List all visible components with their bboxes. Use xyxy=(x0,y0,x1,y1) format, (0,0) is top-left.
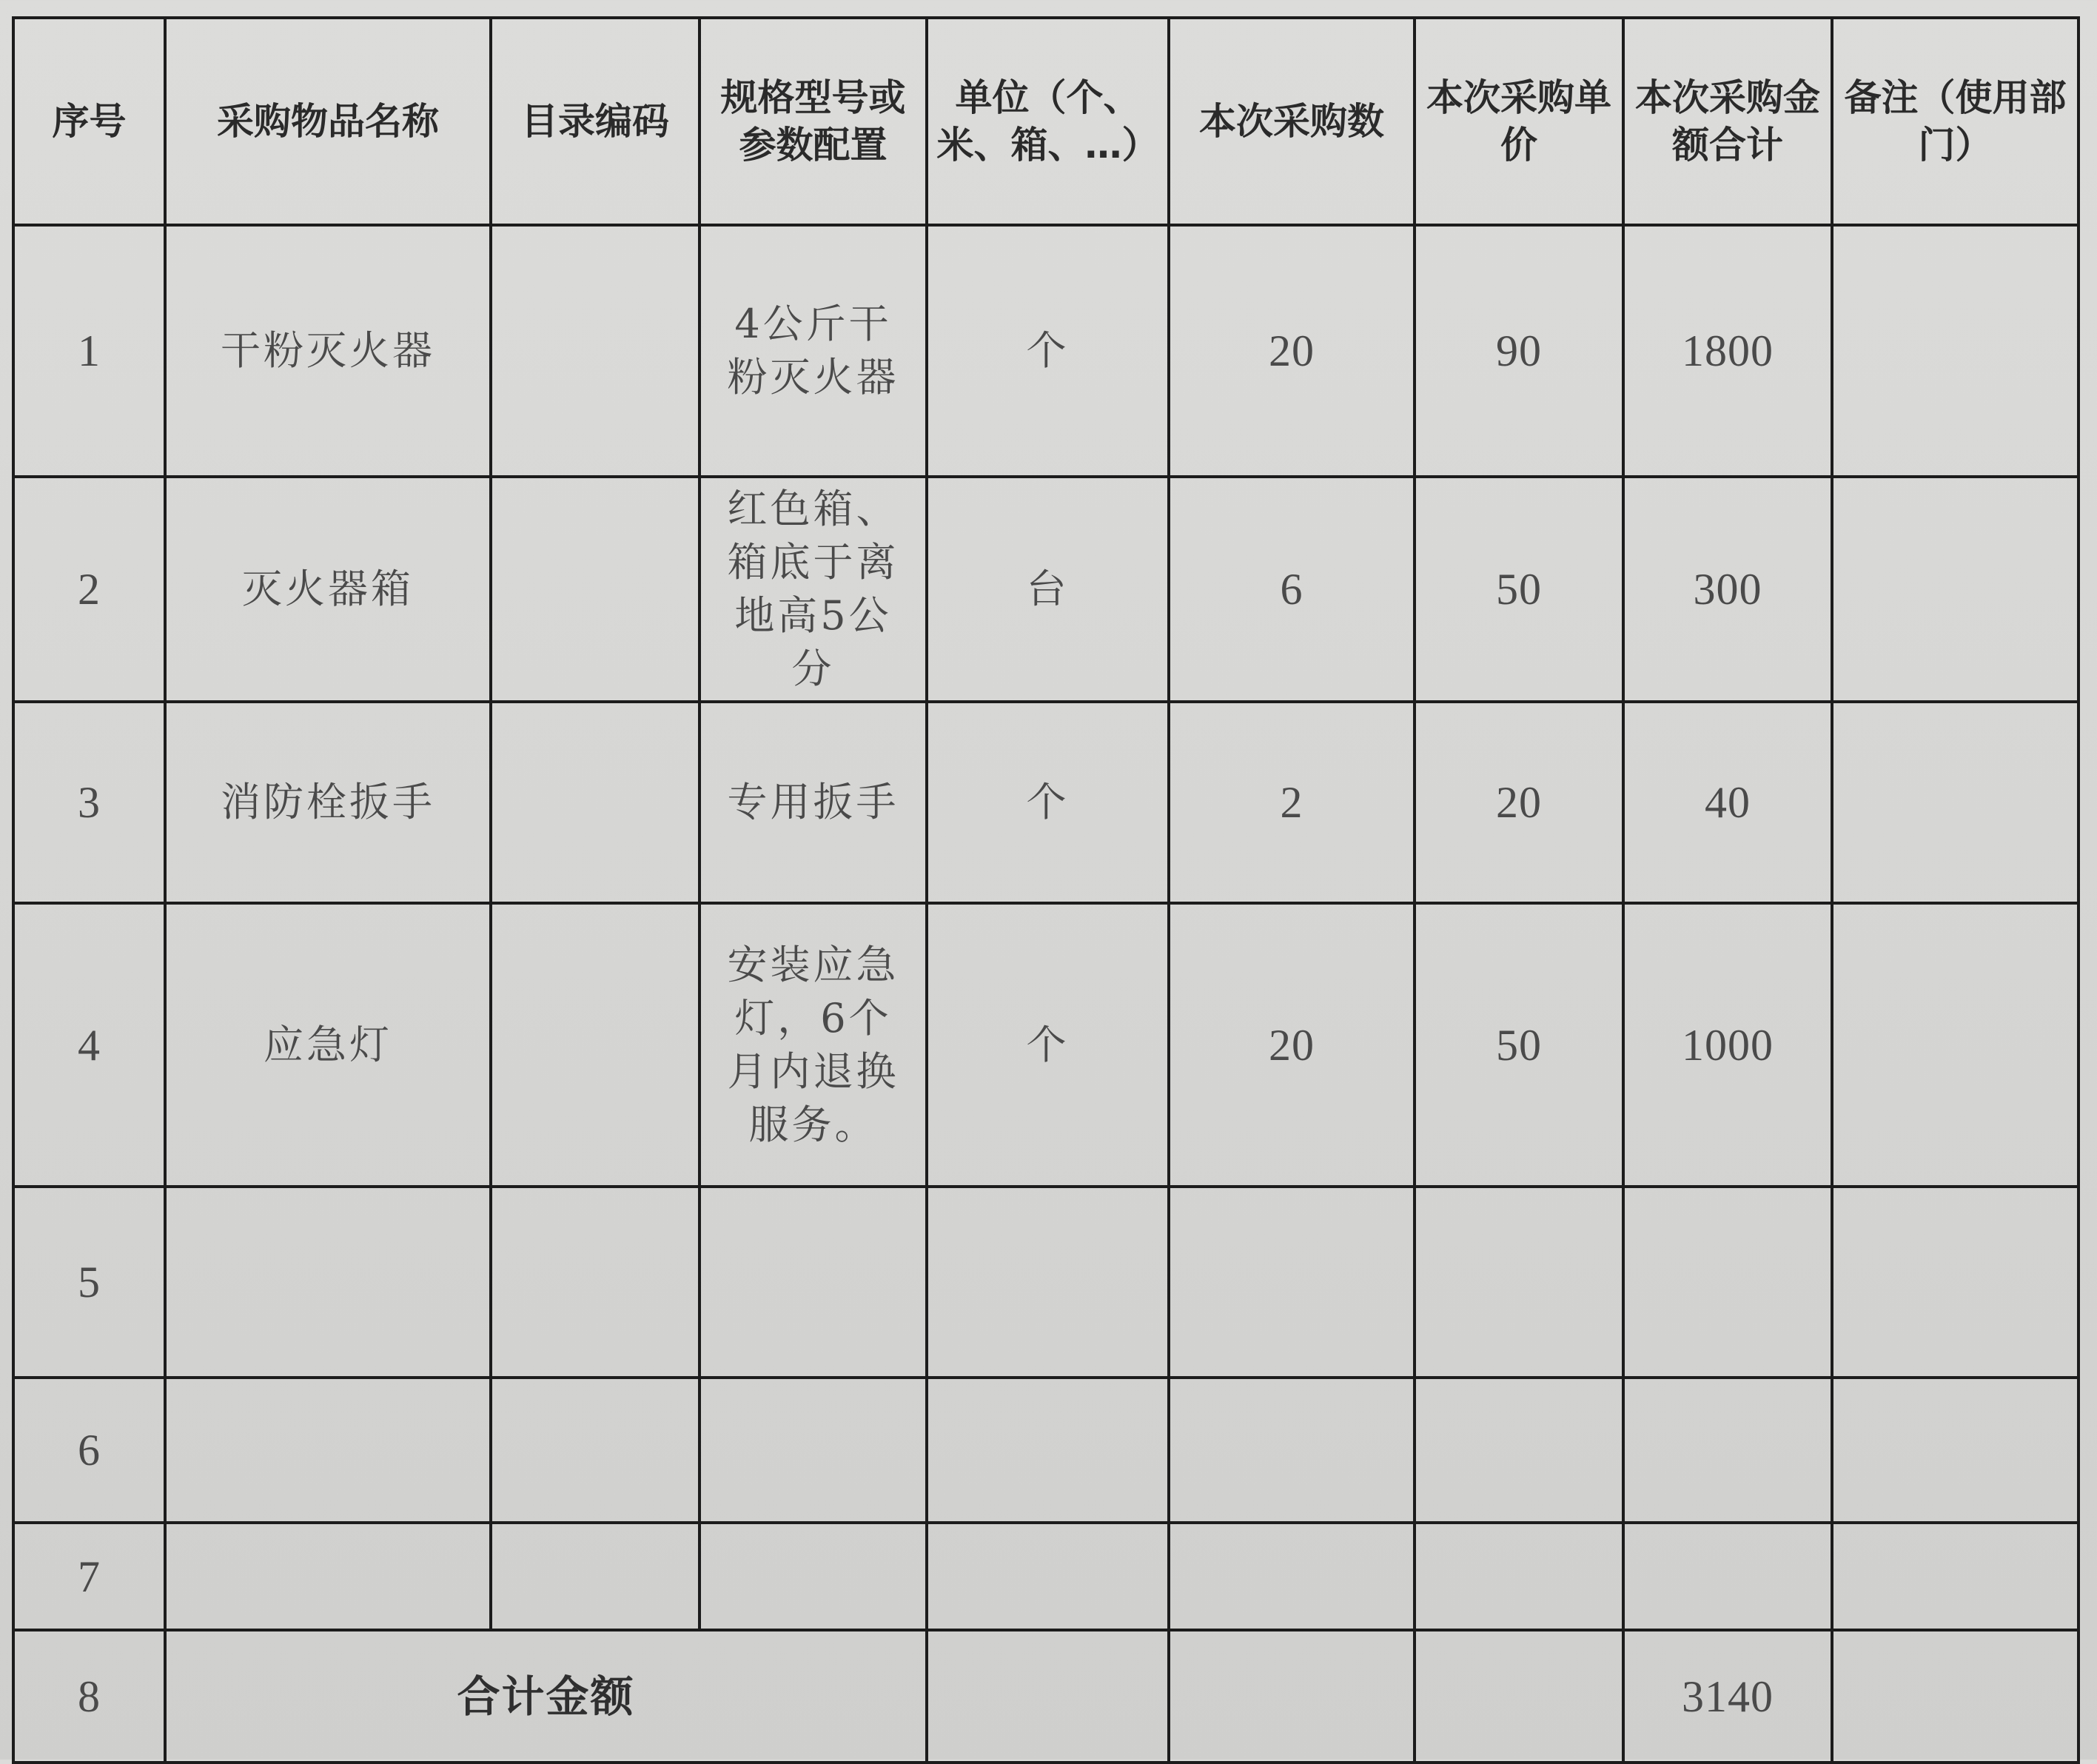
row-amount xyxy=(1623,1523,1832,1630)
total-amount: 3140 xyxy=(1623,1630,1832,1763)
row-unit xyxy=(927,1523,1169,1630)
row-quantity xyxy=(1169,1523,1415,1630)
row-spec: 4公斤干粉灭火器 xyxy=(699,225,927,477)
header-row xyxy=(13,18,2078,225)
row-quantity xyxy=(1169,1378,1415,1523)
header-unit: 单位（个、米、箱、…） xyxy=(927,18,1169,225)
total-quantity xyxy=(1169,1630,1415,1763)
row-unit xyxy=(927,1378,1169,1523)
row-item-name: 灭火器箱 xyxy=(165,477,491,702)
header-unit-price: 本次采购单价 xyxy=(1415,18,1623,225)
row-unit-price: 50 xyxy=(1415,903,1623,1187)
row-catalog-code xyxy=(491,702,699,903)
row-item-name: 应急灯 xyxy=(165,903,491,1187)
total-unit-price xyxy=(1415,1630,1623,1763)
row-spec xyxy=(699,1378,927,1523)
row-seq: 2 xyxy=(13,477,165,702)
row-unit-price: 50 xyxy=(1415,477,1623,702)
row-amount: 40 xyxy=(1623,702,1832,903)
row-remark xyxy=(1832,702,2078,903)
table-row xyxy=(13,1523,2078,1630)
row-seq: 3 xyxy=(13,702,165,903)
row-unit-price xyxy=(1415,1523,1623,1630)
header-seq: 序号 xyxy=(13,18,165,225)
row-seq: 4 xyxy=(13,903,165,1187)
row-spec: 专用扳手 xyxy=(699,702,927,903)
table-row xyxy=(13,225,2078,477)
row-seq: 1 xyxy=(13,225,165,477)
row-item-name xyxy=(165,1187,491,1378)
row-remark xyxy=(1832,1187,2078,1378)
row-remark xyxy=(1832,1378,2078,1523)
header-item-name: 采购物品名称 xyxy=(165,18,491,225)
row-unit: 个 xyxy=(927,702,1169,903)
header-amount: 本次采购金额合计 xyxy=(1623,18,1832,225)
total-seq: 8 xyxy=(13,1630,165,1763)
header-remark: 备注（使用部门） xyxy=(1832,18,2078,225)
table-row xyxy=(13,702,2078,903)
row-spec xyxy=(699,1523,927,1630)
row-amount: 1000 xyxy=(1623,903,1832,1187)
row-catalog-code xyxy=(491,225,699,477)
row-catalog-code xyxy=(491,903,699,1187)
row-seq: 5 xyxy=(13,1187,165,1378)
row-quantity: 20 xyxy=(1169,225,1415,477)
row-quantity: 6 xyxy=(1169,477,1415,702)
header-quantity: 本次采购数 xyxy=(1169,18,1415,225)
row-quantity xyxy=(1169,1187,1415,1378)
row-item-name xyxy=(165,1378,491,1523)
row-remark xyxy=(1832,903,2078,1187)
row-unit: 个 xyxy=(927,903,1169,1187)
total-unit xyxy=(927,1630,1169,1763)
row-unit-price: 90 xyxy=(1415,225,1623,477)
table-row xyxy=(13,477,2078,702)
row-amount xyxy=(1623,1187,1832,1378)
row-seq: 6 xyxy=(13,1378,165,1523)
row-seq: 7 xyxy=(13,1523,165,1630)
total-label: 合计金额 xyxy=(165,1630,927,1763)
row-unit xyxy=(927,1187,1169,1378)
row-catalog-code xyxy=(491,477,699,702)
procurement-table xyxy=(12,16,2080,1764)
row-amount: 1800 xyxy=(1623,225,1832,477)
row-remark xyxy=(1832,477,2078,702)
row-unit-price: 20 xyxy=(1415,702,1623,903)
row-unit: 个 xyxy=(927,225,1169,477)
row-unit: 台 xyxy=(927,477,1169,702)
row-item-name xyxy=(165,1523,491,1630)
row-catalog-code xyxy=(491,1187,699,1378)
row-spec: 红色箱、箱底于离地高5公分 xyxy=(699,477,927,702)
table-row xyxy=(13,1187,2078,1378)
row-unit-price xyxy=(1415,1187,1623,1378)
total-remark xyxy=(1832,1630,2078,1763)
header-spec: 规格型号或参数配置 xyxy=(699,18,927,225)
row-spec: 安装应急灯，6个月内退换服务。 xyxy=(699,903,927,1187)
row-item-name: 消防栓扳手 xyxy=(165,702,491,903)
row-remark xyxy=(1832,1523,2078,1630)
table-row xyxy=(13,1378,2078,1523)
row-unit-price xyxy=(1415,1378,1623,1523)
row-amount xyxy=(1623,1378,1832,1523)
total-row xyxy=(13,1630,2078,1763)
row-quantity: 2 xyxy=(1169,702,1415,903)
row-spec xyxy=(699,1187,927,1378)
table-row xyxy=(13,903,2078,1187)
row-amount: 300 xyxy=(1623,477,1832,702)
row-catalog-code xyxy=(491,1378,699,1523)
header-catalog-code: 目录编码 xyxy=(491,18,699,225)
row-item-name: 干粉灭火器 xyxy=(165,225,491,477)
row-quantity: 20 xyxy=(1169,903,1415,1187)
procurement-sheet xyxy=(12,16,2077,1725)
row-catalog-code xyxy=(491,1523,699,1630)
row-remark xyxy=(1832,225,2078,477)
